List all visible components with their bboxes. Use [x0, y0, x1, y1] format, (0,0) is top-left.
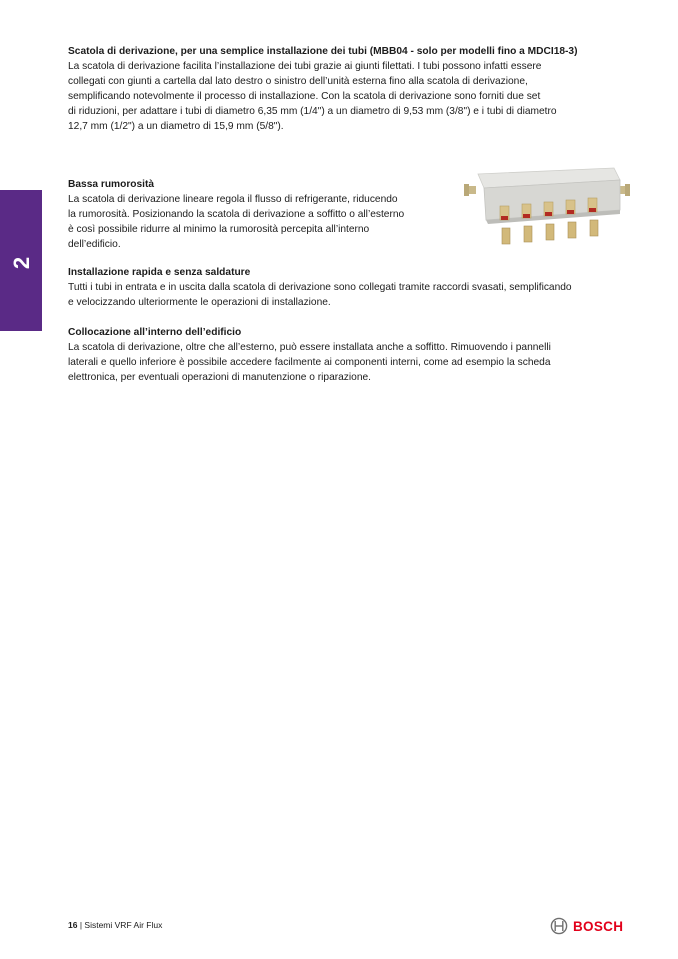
text-line: laterali e quello inferiore è possibile accedere facilmente ai componenti interni, come ad esempio la scheda	[68, 357, 551, 368]
text-line: La scatola di derivazione lineare regola il flusso di refrigerante, riducendo	[68, 194, 398, 205]
text-line: e velocizzando ulteriormente le operazioni di installazione.	[68, 297, 331, 308]
page-number: 16	[68, 920, 78, 930]
bosch-armature-icon	[550, 917, 568, 935]
bosch-logo	[550, 917, 623, 935]
page-footer	[68, 920, 162, 930]
text-line: dell’edificio.	[68, 239, 121, 250]
text-line: è così possibile ridurre al minimo la rumorosità percepita all’interno	[68, 224, 370, 235]
text-line: semplificando notevolmente il processo di installazione. Con la scatola di derivazione sono forniti due set	[68, 91, 541, 102]
text-line: collegati con giunti a cartella dal lato destro o sinistro dell’unità esterna fino alla scatola di derivazione,	[68, 76, 528, 87]
section-title: Scatola di derivazione, per una semplice installazione dei tubi (MBB04 - solo per modelli fino a MDCI18-3)	[68, 46, 578, 57]
brand-name: BOSCH	[573, 918, 624, 934]
footer-text: Sistemi VRF Air Flux	[84, 920, 163, 930]
text-line: La scatola di derivazione, oltre che all’esterno, può essere installata anche a soffitto. Rimuovendo i pannelli	[68, 342, 551, 353]
section-indoor-placement	[68, 325, 628, 385]
text-line: di riduzioni, per adattare i tubi di diametro 6,35 mm (1/4") a un diametro di 9,53 mm (3/8") e i tubi di diametro	[68, 106, 557, 117]
section-fast-install	[68, 265, 628, 310]
text-line: La scatola di derivazione facilita l’installazione dei tubi grazie ai giunti filettati. I tubi possono infatti essere	[68, 61, 542, 72]
section-branch-box	[68, 44, 628, 134]
text-line: 12,7 mm (1/2") a un diametro di 15,9 mm (5/8").	[68, 121, 284, 132]
chapter-number: 2	[9, 256, 34, 270]
section-title: Installazione rapida e senza saldature	[68, 267, 251, 278]
text-line: Tutti i tubi in entrata e in uscita dalla scatola di derivazione sono collegati tramite raccordi svasati, semplificando	[68, 282, 572, 293]
section-title: Bassa rumorosità	[68, 179, 155, 190]
section-low-noise	[68, 177, 438, 252]
branch-box-product-image	[464, 164, 630, 252]
text-line: elettronica, per eventuali operazioni di manutenzione o riparazione.	[68, 372, 371, 383]
text-line: la rumorosità. Posizionando la scatola di derivazione a soffitto o all’esterno	[68, 209, 405, 220]
footer-separator: |	[77, 920, 85, 930]
section-title: Collocazione all’interno dell’edificio	[68, 327, 242, 338]
